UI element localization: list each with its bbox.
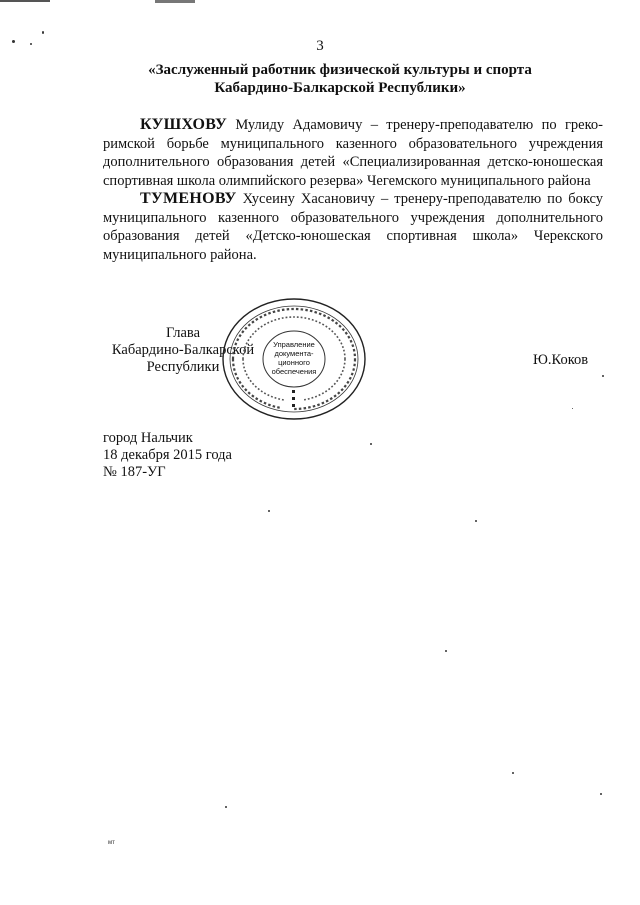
scan-speck bbox=[42, 31, 44, 34]
scan-speck bbox=[225, 806, 227, 808]
seal-center-line-4: обеспечения bbox=[271, 367, 317, 376]
scan-speck bbox=[602, 375, 604, 377]
place-date-block bbox=[103, 430, 232, 481]
awardee-paragraph bbox=[103, 116, 603, 190]
signatory-name: Ю.Коков bbox=[533, 352, 589, 368]
footer-mark: мт bbox=[108, 840, 115, 846]
page-number: 3 bbox=[316, 38, 324, 54]
scan-speck bbox=[512, 772, 514, 774]
scan-speck bbox=[572, 408, 573, 409]
seal-center-line-1: Управление bbox=[273, 340, 315, 349]
awardee-surname: КУШХОВУ bbox=[140, 116, 227, 133]
scan-speck bbox=[445, 650, 447, 652]
decree-number: № 187-УГ bbox=[103, 464, 166, 480]
scan-edge-mark bbox=[155, 0, 195, 3]
award-title bbox=[60, 61, 620, 97]
awardee-surname: ТУМЕНОВУ bbox=[140, 190, 237, 207]
seal-center-line-2: документа- bbox=[274, 349, 314, 358]
awardee-text: Мулиду Адамовичу – тренеру-преподавателю по греко-римской борьбе муниципального казенного образовательного учреждения дополнительного образования детей «Специализированная детско-юношеская спортивная школа олимпийского резерва» Чегемского муниципального района bbox=[103, 117, 603, 189]
scan-speck bbox=[268, 510, 270, 512]
scan-speck bbox=[30, 43, 32, 45]
seal-center-line-3: ционного bbox=[278, 358, 310, 367]
decree-date: 18 декабря 2015 года bbox=[103, 447, 232, 463]
scan-speck bbox=[475, 520, 477, 522]
award-title-line-1: «Заслуженный работник физической культуры и спорта bbox=[148, 62, 532, 78]
signatory-title-line-1: Глава bbox=[165, 325, 201, 341]
city: город Нальчик bbox=[103, 430, 193, 446]
official-seal bbox=[221, 297, 367, 421]
signatory-title-line-3: Республики bbox=[146, 359, 220, 375]
awardee-paragraph bbox=[103, 190, 603, 264]
awardee-text: Хусеину Хасановичу – тренеру-преподавателю по боксу муниципального казенного образовательного учреждения дополнительного образования детей «Детско-юношеская спортивная школа» Черекского муниципального района. bbox=[103, 191, 603, 263]
award-title-line-2: Кабардино-Балкарской Республики» bbox=[214, 80, 466, 96]
scan-edge-mark bbox=[0, 0, 50, 2]
scan-speck bbox=[12, 40, 15, 43]
scan-speck bbox=[370, 443, 372, 445]
scan-speck bbox=[600, 793, 602, 795]
signatory-title-line-2: Кабардино-Балкарской bbox=[111, 342, 255, 358]
